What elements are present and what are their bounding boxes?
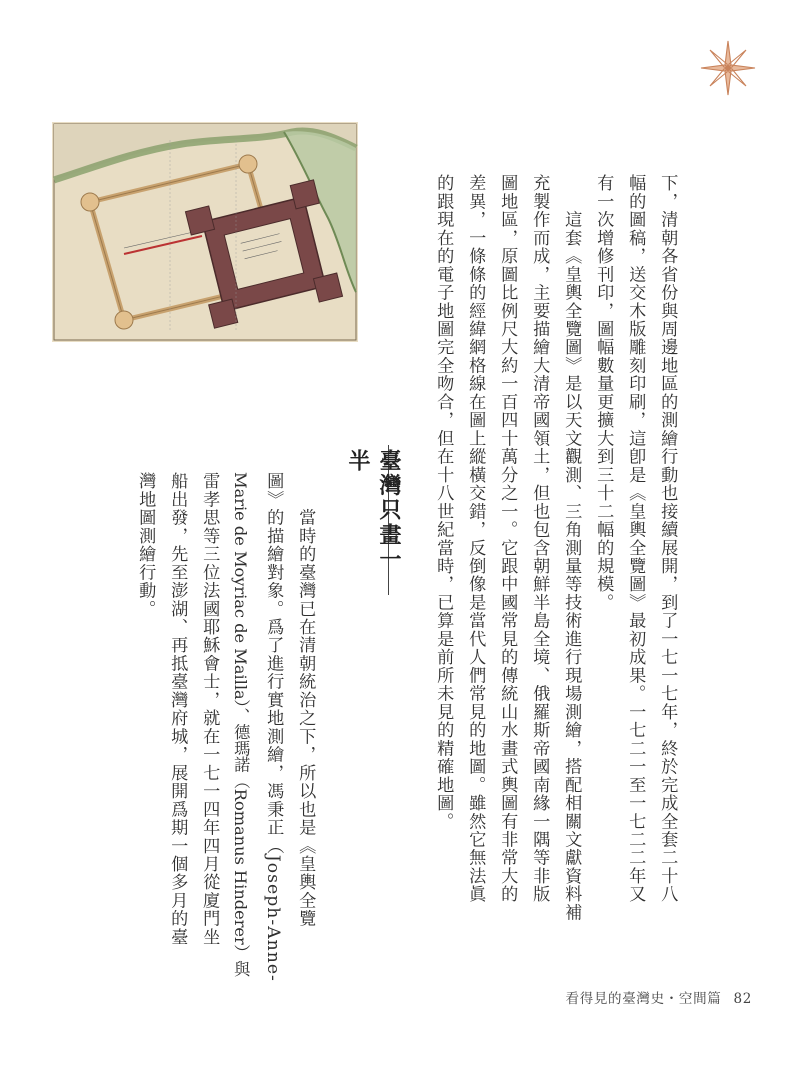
body-column: 當時的臺灣已在清朝統治之下，所以也是《皇輿全覽 <box>295 472 316 928</box>
body-column: 船出發，先至澎湖、再抵臺灣府城，展開爲期一個多月的臺 <box>167 472 188 947</box>
body-column: 幅的圖稿，送交木版雕刻印刷，這卽是《皇輿全覽圖》最初成果。一七二一至一七二二年又 <box>625 174 646 904</box>
body-column: 充製作而成，主要描繪大清帝國領土，但也包含朝鮮半島全境、俄羅斯帝國南緣一隅等非版 <box>529 174 550 904</box>
body-column: 的跟現在的電子地圖完全吻合，但在十八世紀當時，已算是前所未見的精確地圖。 <box>433 174 454 831</box>
body-column: Marie de Moyriac de Mailla）、德瑪諾（Romanus Hinderer）與 <box>231 472 251 978</box>
page-number: 82 <box>733 991 752 1007</box>
body-column: 下，清朝各省份與周邊地區的測繪行動也接續展開，到了一七一七年，終於完成全套二十八 <box>657 174 678 904</box>
compass-star-icon <box>700 40 756 96</box>
body-column: 圖地區，原圖比例尺大約一百四十萬分之一。它跟中國常見的傳統山水畫式輿圖有非常大的 <box>497 174 518 904</box>
body-column: 灣地圖測繪行動。 <box>135 472 156 618</box>
book-title: 看得見的臺灣史・空間篇 <box>565 991 722 1007</box>
page-footer <box>566 987 752 1007</box>
body-column: 差異，一條條的經緯網格線在圖上縱橫交錯，反倒像是當代人們常見的地圖。雖然它無法眞 <box>465 174 486 904</box>
body-column: 圖》的描繪對象。爲了進行實地測繪，馮秉正（Joseph-Anne- <box>263 472 284 982</box>
body-column: 雷孝思等三位法國耶穌會士，就在一七一四年四月從廈門坐 <box>199 472 220 947</box>
fort-map-illustration <box>52 122 358 342</box>
body-column: 這套《皇輿全覽圖》是以天文觀測、三角測量等技術進行現場測繪，搭配相關文獻資料補 <box>561 174 582 922</box>
body-column: 有一次增修刊印，圖幅數量更擴大到三十二幅的規模。 <box>593 174 614 612</box>
section-heading <box>342 445 401 595</box>
section-heading-text: 臺灣只畫一半 <box>345 449 401 573</box>
